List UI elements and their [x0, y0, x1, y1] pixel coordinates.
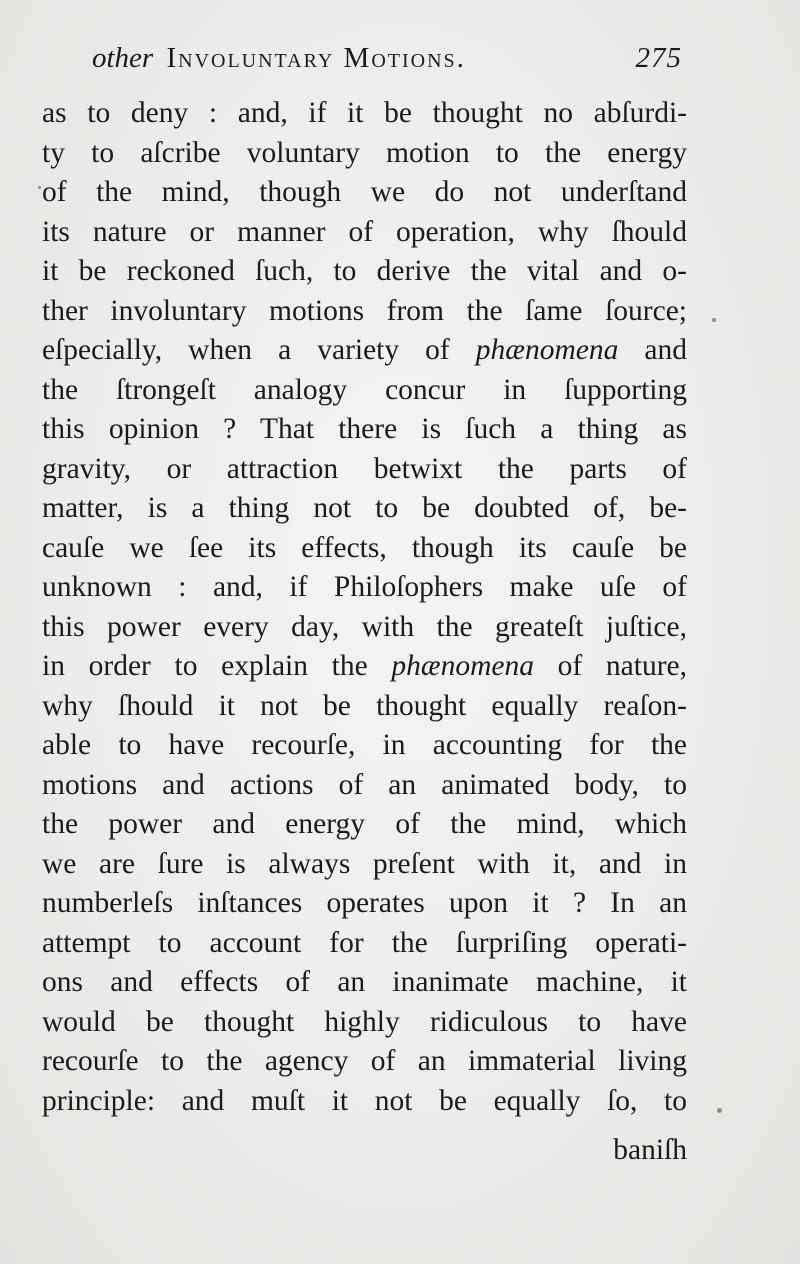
text-line [42, 884, 687, 924]
text-line [42, 173, 687, 213]
text-line [42, 608, 687, 648]
text-segment: as to deny : and, if it be thought no abſurdi- [42, 97, 687, 129]
text-line [42, 292, 687, 332]
text-line [42, 450, 687, 490]
running-head-italic: other [92, 42, 154, 74]
text-line [42, 924, 687, 964]
text-line [42, 1042, 687, 1082]
page-number: 275 [635, 42, 682, 74]
text-segment: ons and effects of an inanimate machine, it [42, 966, 687, 998]
body-text [42, 94, 687, 1121]
text-segment: numberleſs inſtances operates upon it ? In an [42, 887, 687, 919]
text-segment: it be reckoned ſuch, to derive the vital and o- [42, 255, 687, 287]
text-line [42, 1082, 687, 1122]
text-segment: principle: and muſt it not be equally ſo, to [42, 1084, 687, 1117]
text-segment: the ſtrongeſt analogy concur in ſupporting [42, 373, 687, 406]
text-line [42, 726, 687, 766]
text-segment: and [618, 334, 687, 366]
text-segment: its nature or manner of operation, why ſhould [42, 215, 687, 248]
text-segment: ther involuntary motions from the ſame ſource; [42, 294, 687, 327]
text-segment: of nature, [533, 650, 687, 682]
italic-term: phænomena [391, 650, 534, 682]
text-line [42, 410, 687, 450]
text-segment: unknown : and, if Philoſophers make uſe of [42, 571, 687, 603]
text-segment: we are ſure is always preſent with it, and in [42, 847, 687, 880]
text-segment: cauſe we ſee its effects, though its cauſe be [42, 531, 687, 564]
text-segment: motions and actions of an animated body, to [42, 768, 687, 801]
text-line [42, 94, 687, 134]
text-segment: attempt to account for the ſurpriſing operati- [42, 926, 687, 959]
text-segment: gravity, or attraction betwixt the parts of [42, 452, 687, 485]
paper-speck [717, 1108, 722, 1113]
catchword: baniſh [613, 1134, 687, 1166]
text-segment: eſpecially, when a variety of [42, 334, 476, 366]
text-segment: of the mind, though we do not underſtand [42, 176, 687, 208]
running-head [92, 38, 682, 78]
text-line [42, 805, 687, 845]
text-line [42, 766, 687, 806]
text-segment: recourſe to the agency of an immaterial living [42, 1045, 687, 1077]
text-segment: the power and energy of the mind, which [42, 808, 687, 840]
text-line [42, 647, 687, 687]
text-line [42, 845, 687, 885]
text-segment: in order to explain the [42, 650, 392, 682]
italic-term: phænomena [475, 334, 619, 366]
text-segment: matter, is a thing not to be doubted of, be- [42, 492, 687, 524]
text-line [42, 252, 687, 292]
text-line [42, 213, 687, 253]
text-segment: able to have recourſe, in accounting for the [42, 729, 687, 761]
text-line [42, 963, 687, 1003]
text-line [42, 1003, 687, 1043]
text-line [42, 529, 687, 569]
text-line [42, 331, 687, 371]
text-line [42, 134, 687, 174]
text-segment: this power every day, with the greateſt juſtice, [42, 610, 687, 643]
text-segment: this opinion ? That there is ſuch a thing as [42, 413, 687, 445]
text-line [42, 568, 687, 608]
running-head-title: Involuntary Motions. [166, 42, 466, 74]
paper-speck [38, 186, 41, 189]
text-line [42, 371, 687, 411]
text-segment: ty to aſcribe voluntary motion to the energy [42, 136, 687, 169]
text-line [42, 489, 687, 529]
text-line [42, 687, 687, 727]
paper-speck [712, 318, 716, 322]
text-segment: why ſhould it not be thought equally reaſon- [42, 689, 687, 722]
text-segment: would be thought highly ridiculous to have [42, 1005, 687, 1038]
